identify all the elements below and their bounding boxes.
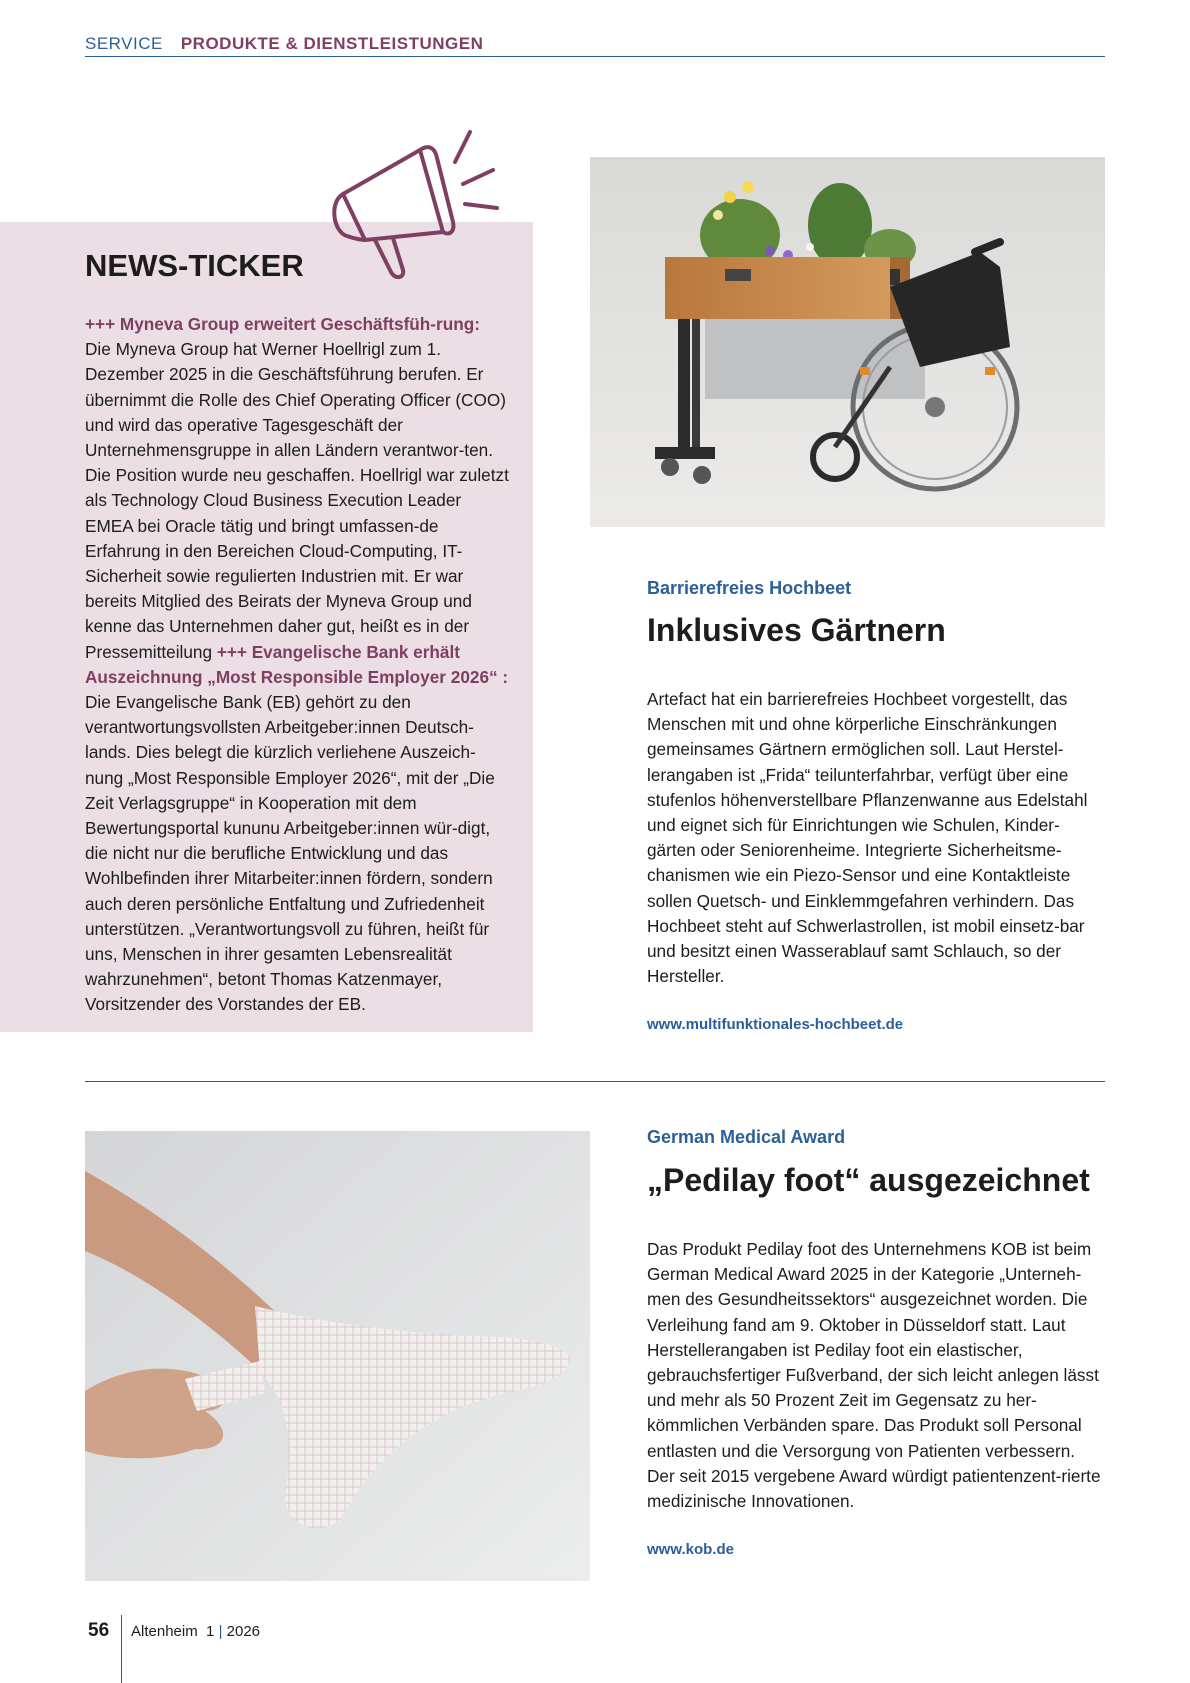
article-link[interactable]: www.multifunktionales-hochbeet.de <box>647 1016 904 1033</box>
article-kicker: Barrierefreies Hochbeet <box>647 578 852 598</box>
ticker-item-text: Die Myneva Group hat Werner Hoellrigl zum 1. Dezember 2025 in die Geschäftsführung berufen. Er übernimmt die Rolle des Chief Operating Officer (COO) und wird das operative Tagesgeschäft der Unternehmensgruppe in allen Ländern verantwor-ten. Die Position wurde neu geschaffen. Hoellrigl war zuletzt als Technology Cloud Business Execution Leader EMEA bei Oracle tätig und bringt umfassen-de Erfahrung in den Bereichen Cloud-Computing, IT-Sicherheit sowie regulierten Industrien mit. Er war bereits Mitglied des Beirats der Myneva Group und kenne das Unternehmen daher gut, heißt es in der Pressemitteilung <box>85 339 509 662</box>
article-body: Artefact hat ein barrierefreies Hochbeet vorgestellt, das Menschen mit und ohne körperliche Einschränkungen gemeinsames Gärtnern ermöglichen soll. Laut Herstel-lerangaben ist „Frida“ teilunterfahrbar, verfügt über eine stufenlos höhenverstellbare Pflanzenwanne aus Edelstahl und eignet sich für Einrichtungen wie Schulen, Kinder-gärten oder Seniorenheime. Integrierte Sicherheitsme-chanismen wie ein Piezo-Sensor und eine Kontaktleiste sollen Quetsch- und Einklemmgefahren verhindern. Das Hochbeet steht auf Schwerlastrollen, ist mobil einsetz-bar und besitzt einen Wasserablauf samt Schlauch, so der Hersteller. <box>647 689 1088 987</box>
issue-number: 1 <box>206 1623 215 1640</box>
article-headline: Inklusives Gärtnern <box>647 612 946 648</box>
ticker-item-headline: +++ Myneva Group erweitert Geschäftsfüh-rung: <box>85 314 480 334</box>
footer-rule <box>121 1615 122 1683</box>
news-ticker-title: NEWS-TICKER <box>85 248 304 283</box>
raised-bed-photo <box>590 157 1105 527</box>
issue-separator: | <box>218 1623 223 1640</box>
foot-bandage-photo <box>85 1131 590 1581</box>
article-headline: „Pedilay foot“ ausgezeichnet <box>647 1162 1090 1198</box>
news-ticker-text <box>85 312 509 1018</box>
megaphone-icon <box>325 122 505 292</box>
category-label: PRODUKTE & DIENSTLEISTUNGEN <box>180 34 484 53</box>
magazine-issue <box>131 1623 260 1640</box>
running-header <box>85 34 1105 57</box>
ticker-item-text: Die Evangelische Bank (EB) gehört zu den verantwortungsvollsten Arbeitgeber:innen Deutsch-lands. Dies belegt die kürzlich verliehene Auszeich-nung „Most Responsible Employer 2026“, mit der „Die Zeit Verlagsgruppe“ in Kooperation mit dem Bewertungsportal kununu Arbeitgeber:innen wür-digt, die nicht nur die berufliche Entwicklung und das Wohlbefinden ihrer Mitarbeiter:innen fördern, sondern auch deren persönliche Entfaltung und Zufriedenheit unterstützen. „Verantwortungsvoll zu führen, heißt für uns, Menschen in ihrer gesamten Lebensrealität wahrzunehmen“, betont Thomas Katzenmayer, Vorsitzender des Vorstandes der EB. <box>85 692 495 1015</box>
magazine-name: Altenheim <box>131 1623 198 1640</box>
section-label: SERVICE <box>85 34 163 53</box>
section-divider <box>85 1081 1105 1082</box>
page-number: 56 <box>88 1620 110 1641</box>
ticker-item-headline: +++ Evangelische Bank erhält Auszeichnung „Most Responsible Employer 2026“ : <box>85 641 509 687</box>
article-body: Das Produkt Pedilay foot des Unternehmens KOB ist beim German Medical Award 2025 in der Kategorie „Unterneh-men des Gesundheitssektors“ ausgezeichnet worden. Die Verleihung fand am 9. Oktober in Düsseldorf statt. Laut Herstellerangaben ist Pedilay foot ein elastischer, gebrauchsfertiger Fußverband, der sich leicht anlegen lässt und mehr als 50 Prozent Zeit im Gegensatz zu her-kömmlichen Verbänden spare. Das Produkt soll Personal entlasten und die Versorgung von Patienten verbessern. Der seit 2015 vergebene Award würdigt patientenzent-rierte medizinische Innovationen. <box>647 1239 1101 1512</box>
issue-year: 2026 <box>226 1623 261 1640</box>
article-kicker: German Medical Award <box>647 1127 846 1147</box>
article-link[interactable]: www.kob.de <box>647 1541 734 1558</box>
